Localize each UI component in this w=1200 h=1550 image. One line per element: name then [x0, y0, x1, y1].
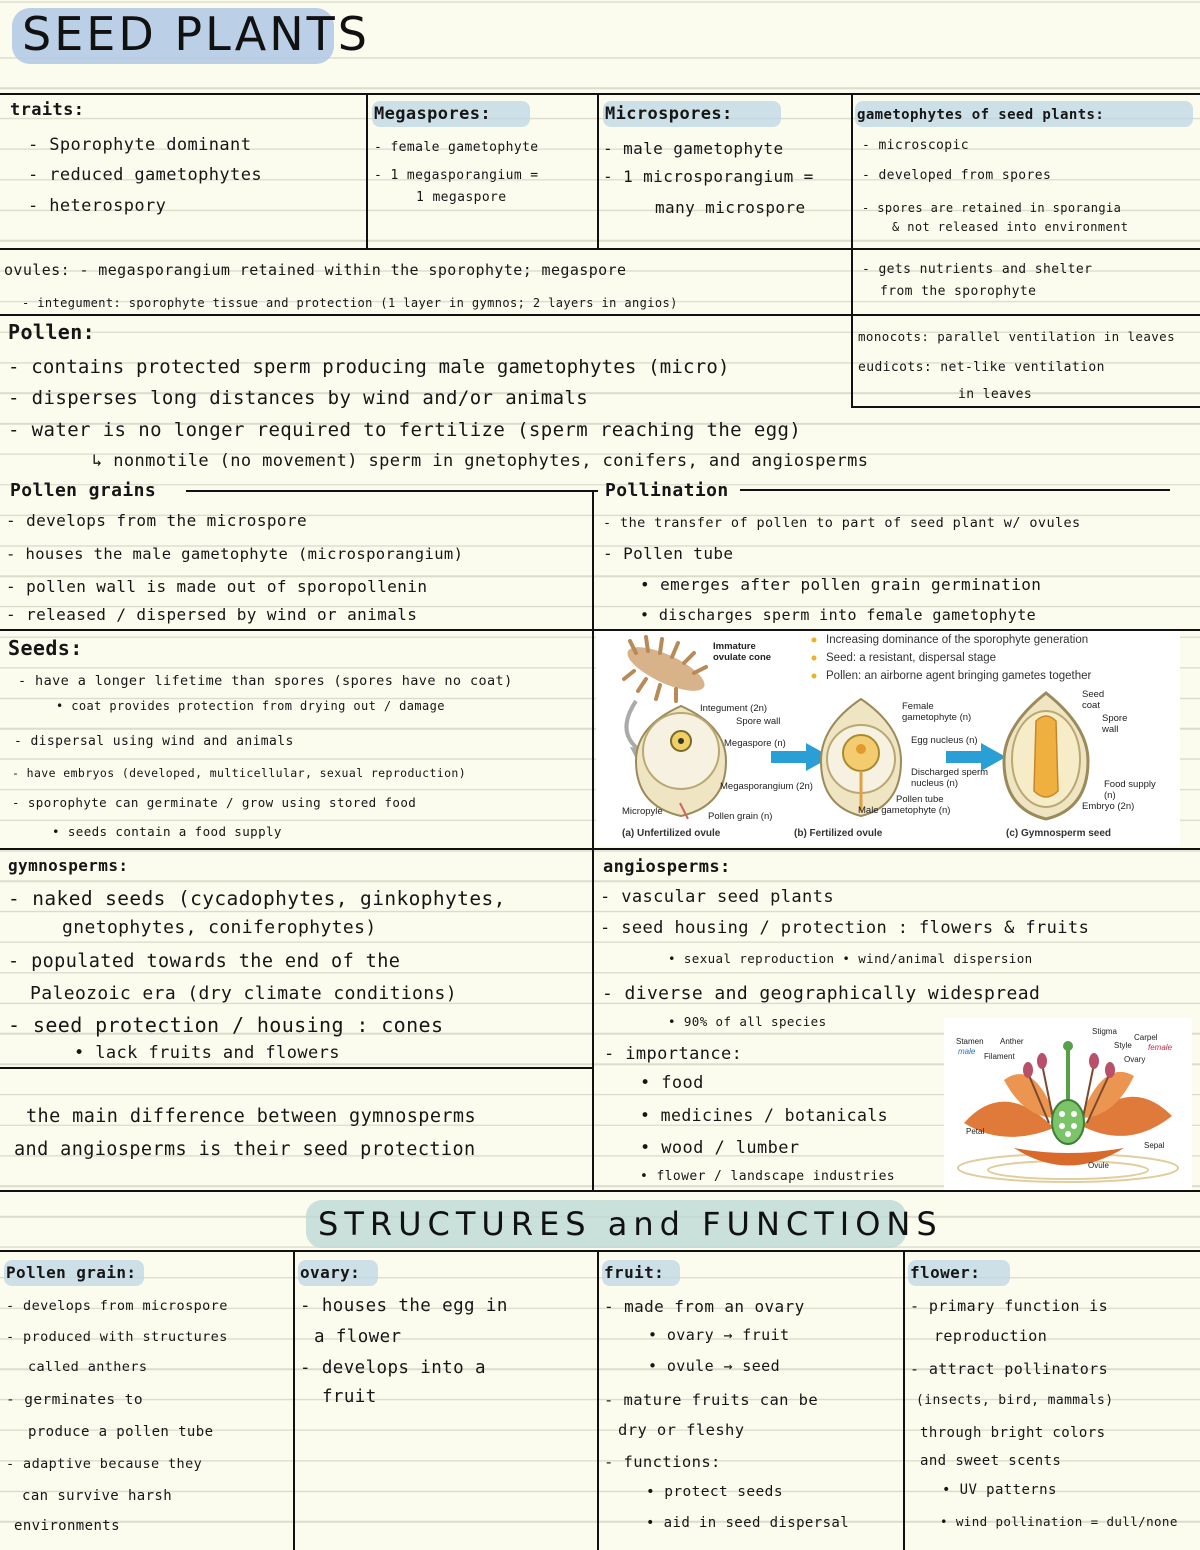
list-item: - develops from the microspore — [6, 511, 307, 530]
ovary-heading: ovary: — [300, 1263, 361, 1282]
list-item: - spores are retained in sporangia — [862, 201, 1122, 215]
diagram-label: Spore wall — [1102, 713, 1128, 735]
seeds-heading: Seeds: — [8, 636, 83, 660]
diagram-caption: (a) Unfertilized ovule — [622, 828, 721, 839]
list-item: • UV patterns — [942, 1482, 1057, 1498]
list-item: Paleozoic era (dry climate conditions) — [30, 983, 458, 1004]
list-item: reproduction — [934, 1327, 1048, 1345]
divider — [851, 93, 853, 408]
flower-heading: flower: — [910, 1263, 981, 1282]
list-item: • coat provides protection from drying out / damage — [56, 699, 445, 713]
unfertilized-ovule — [636, 706, 726, 819]
diagram-bullet: Pollen: an airborne agent bringing gametes together — [826, 670, 1092, 682]
divider — [0, 1190, 1200, 1192]
list-item: - develops from microspore — [6, 1298, 228, 1314]
divider — [366, 93, 368, 248]
divider — [903, 1250, 905, 1550]
flower-label: Ovule — [1088, 1161, 1109, 1170]
diagram-label: Seed coat — [1082, 689, 1105, 711]
list-item: - primary function is — [910, 1297, 1109, 1315]
list-item: - heterospory — [28, 196, 167, 216]
flower-label: Stigma — [1092, 1027, 1117, 1036]
diagram-label: Embryo (2n) — [1082, 801, 1135, 812]
ovules-line-1: ovules: - megasporangium retained within the sporophyte; megaspore — [4, 261, 627, 279]
list-item: - pollen wall is made out of sporopollenin — [6, 577, 428, 596]
list-item: - contains protected sperm producing male gametophytes (micro) — [8, 356, 730, 378]
list-item: can survive harsh — [22, 1488, 173, 1504]
fruit-heading: fruit: — [604, 1263, 665, 1282]
list-item: - have embryos (developed, multicellular, sexual reproduction) — [12, 766, 467, 780]
flower-label: Filament — [984, 1052, 1015, 1061]
diagram-label: Spore wall — [736, 716, 781, 727]
list-item: - adaptive because they — [6, 1456, 203, 1472]
list-item: dry or fleshy — [618, 1421, 745, 1439]
list-item: and sweet scents — [920, 1453, 1062, 1469]
list-item: produce a pollen tube — [28, 1424, 214, 1440]
list-item: - importance: — [604, 1044, 743, 1064]
divider — [853, 314, 1200, 316]
monocots-line: monocots: parallel ventilation in leaves — [858, 329, 1176, 344]
pollen-grain-heading: Pollen grain: — [6, 1263, 137, 1282]
divider — [0, 93, 1200, 95]
gametophytes-heading: gametophytes of seed plants: — [857, 107, 1105, 123]
list-item: - sporophyte can germinate / grow using stored food — [12, 795, 417, 810]
eudicots-line-cont: in leaves — [958, 387, 1033, 402]
list-item: - seed housing / protection : flowers & fruits — [600, 918, 1090, 938]
gymnosperm-seed — [1004, 693, 1088, 819]
diagram-label: Immature ovulate cone — [713, 641, 772, 663]
list-item: 1 megaspore — [416, 190, 507, 205]
fertilized-ovule — [821, 699, 901, 816]
ovulate-cone-illustration — [622, 637, 710, 701]
page-title: SEED PLANTS — [22, 7, 370, 61]
diagram-label: Pollen tube — [896, 794, 944, 805]
megaspores-heading: Megaspores: — [374, 104, 491, 124]
list-item: - diverse and geographically widespread — [602, 983, 1041, 1004]
list-item: • wood / lumber — [640, 1138, 800, 1158]
divider — [597, 93, 599, 248]
divider — [0, 848, 1200, 850]
list-item: - Pollen tube — [603, 544, 734, 563]
list-item: (insects, bird, mammals) — [916, 1393, 1114, 1408]
divider — [293, 1250, 295, 1550]
flower-label: Petal — [966, 1127, 985, 1136]
flower-label: Carpel — [1134, 1033, 1158, 1042]
ovules-line-2: - integument: sporophyte tissue and protection (1 layer in gymnos; 2 layers in angios) — [22, 296, 678, 310]
list-item: • discharges sperm into female gametophyte — [640, 606, 1037, 624]
list-item: - gets nutrients and shelter — [862, 262, 1093, 277]
list-item: - 1 megasporangium = — [374, 168, 539, 183]
list-item: • medicines / botanicals — [640, 1106, 889, 1125]
gymnosperms-heading: gymnosperms: — [8, 856, 129, 875]
flower-label: Sepal — [1144, 1141, 1165, 1150]
flower-diagram — [944, 1018, 1192, 1190]
list-item: - seed protection / housing : cones — [8, 1013, 444, 1037]
list-item: - mature fruits can be — [604, 1391, 819, 1409]
list-item: • ovule → seed — [648, 1357, 781, 1375]
list-item: • 90% of all species — [668, 1014, 827, 1029]
list-item: • food — [640, 1073, 704, 1093]
diagram-caption: (c) Gymnosperm seed — [1006, 828, 1112, 839]
list-item: ↳ nonmotile (no movement) sperm in gnetophytes, conifers, and angiosperms — [92, 451, 869, 471]
divider — [186, 490, 598, 492]
flower-label: Ovary — [1124, 1055, 1146, 1064]
list-item: - houses the egg in — [300, 1296, 508, 1316]
eudicots-line: eudicots: net-like ventilation — [858, 360, 1105, 375]
list-item: • sexual reproduction • wind/animal dispersion — [668, 951, 1033, 966]
list-item: - water is no longer required to fertilize (sperm reaching the egg) — [8, 419, 802, 441]
diagram-label: Female gametophyte (n) — [902, 701, 972, 723]
list-item: through bright colors — [920, 1425, 1106, 1441]
list-item: - produced with structures — [6, 1329, 228, 1345]
list-item: - houses the male gametophyte (microsporangium) — [6, 545, 464, 563]
microspores-heading: Microspores: — [605, 104, 733, 124]
divider — [0, 1067, 594, 1069]
diagram-label: Discharged sperm nucleus (n) — [911, 767, 989, 789]
pollen-heading: Pollen: — [8, 320, 96, 344]
divider — [592, 491, 594, 1191]
flower-label: Style — [1114, 1041, 1132, 1050]
divider — [597, 1250, 599, 1550]
divider — [0, 248, 853, 250]
list-item: • aid in seed dispersal — [646, 1515, 850, 1531]
divider — [0, 314, 853, 316]
list-item: a flower — [314, 1327, 402, 1347]
diagram-label: Megasporangium (2n) — [720, 781, 813, 792]
diagram-bullet: Increasing dominance of the sporophyte generation — [826, 634, 1089, 646]
flower-label: Stamen — [956, 1037, 984, 1046]
diagram-label: Micropyle — [622, 806, 663, 817]
list-item: many microspore — [655, 198, 806, 217]
diagram-label: Egg nucleus (n) — [911, 735, 978, 746]
divider — [740, 489, 1170, 491]
pollination-heading: Pollination — [605, 480, 729, 501]
list-item: - the transfer of pollen to part of seed plant w/ ovules — [603, 515, 1081, 531]
list-item: - have a longer lifetime than spores (spores have no coat) — [18, 673, 513, 689]
list-item: • lack fruits and flowers — [74, 1043, 340, 1063]
flower-label: female — [1148, 1043, 1173, 1052]
diagram-label: Male gametophyte (n) — [858, 805, 951, 816]
list-item: - male gametophyte — [603, 139, 784, 158]
list-item: - developed from spores — [862, 168, 1052, 183]
list-item: • emerges after pollen grain germination — [640, 575, 1042, 594]
list-item: • protect seeds — [646, 1484, 783, 1500]
diagram-label: Pollen grain (n) — [708, 811, 773, 822]
gymnosperms-note: the main difference between gymnosperms — [26, 1106, 476, 1127]
divider — [853, 248, 1200, 250]
list-item: environments — [14, 1518, 120, 1534]
list-item: - Sporophyte dominant — [28, 135, 252, 155]
list-item: - functions: — [604, 1453, 721, 1471]
list-item: - female gametophyte — [374, 140, 539, 155]
list-item: called anthers — [28, 1359, 148, 1375]
list-item: - attract pollinators — [910, 1360, 1109, 1378]
list-item: gnetophytes, coniferophytes) — [62, 917, 377, 938]
list-item: - microscopic — [862, 138, 969, 153]
angiosperms-heading: angiosperms: — [603, 857, 731, 877]
list-item: • flower / landscape industries — [640, 1169, 896, 1184]
divider — [0, 1250, 1200, 1252]
diagram-label: Integument (2n) — [700, 703, 768, 714]
list-item: - develops into a — [300, 1358, 486, 1378]
diagram-label: Megaspore (n) — [724, 738, 786, 749]
list-item: - disperses long distances by wind and/or animals — [8, 387, 589, 409]
pollen-grains-heading: Pollen grains — [10, 480, 157, 501]
list-item: - populated towards the end of the — [8, 951, 401, 972]
flower-label: male — [958, 1047, 976, 1056]
list-item: - released / dispersed by wind or animals — [6, 605, 418, 624]
list-item: - vascular seed plants — [600, 887, 834, 907]
flower-label: Anther — [1000, 1037, 1024, 1046]
diagram-bullet: Seed: a resistant, dispersal stage — [826, 652, 997, 664]
diagram-caption: (b) Fertilized ovule — [794, 828, 883, 839]
list-item: from the sporophyte — [880, 284, 1037, 299]
list-item: • wind pollination = dull/none — [940, 1514, 1178, 1529]
gymnosperms-note: and angiosperms is their seed protection — [14, 1139, 476, 1160]
list-item: - naked seeds (cycadophytes, ginkophytes, — [8, 887, 506, 910]
list-item: fruit — [322, 1387, 377, 1407]
diagram-label: Food supply (n) — [1104, 779, 1156, 801]
divider — [853, 406, 1200, 408]
list-item: - dispersal using wind and animals — [14, 734, 294, 749]
list-item: - germinates to — [6, 1392, 143, 1408]
list-item: - reduced gametophytes — [28, 165, 262, 185]
section-title: STRUCTURES and FUNCTIONS — [318, 1205, 943, 1243]
list-item: - 1 microsporangium = — [603, 167, 814, 186]
list-item: - made from an ovary — [604, 1297, 805, 1316]
traits-heading: traits: — [10, 100, 85, 120]
list-item: • seeds contain a food supply — [52, 824, 282, 839]
list-item: & not released into environment — [892, 220, 1129, 234]
list-item: • ovary → fruit — [648, 1326, 790, 1344]
ovule-diagram — [596, 631, 1180, 846]
